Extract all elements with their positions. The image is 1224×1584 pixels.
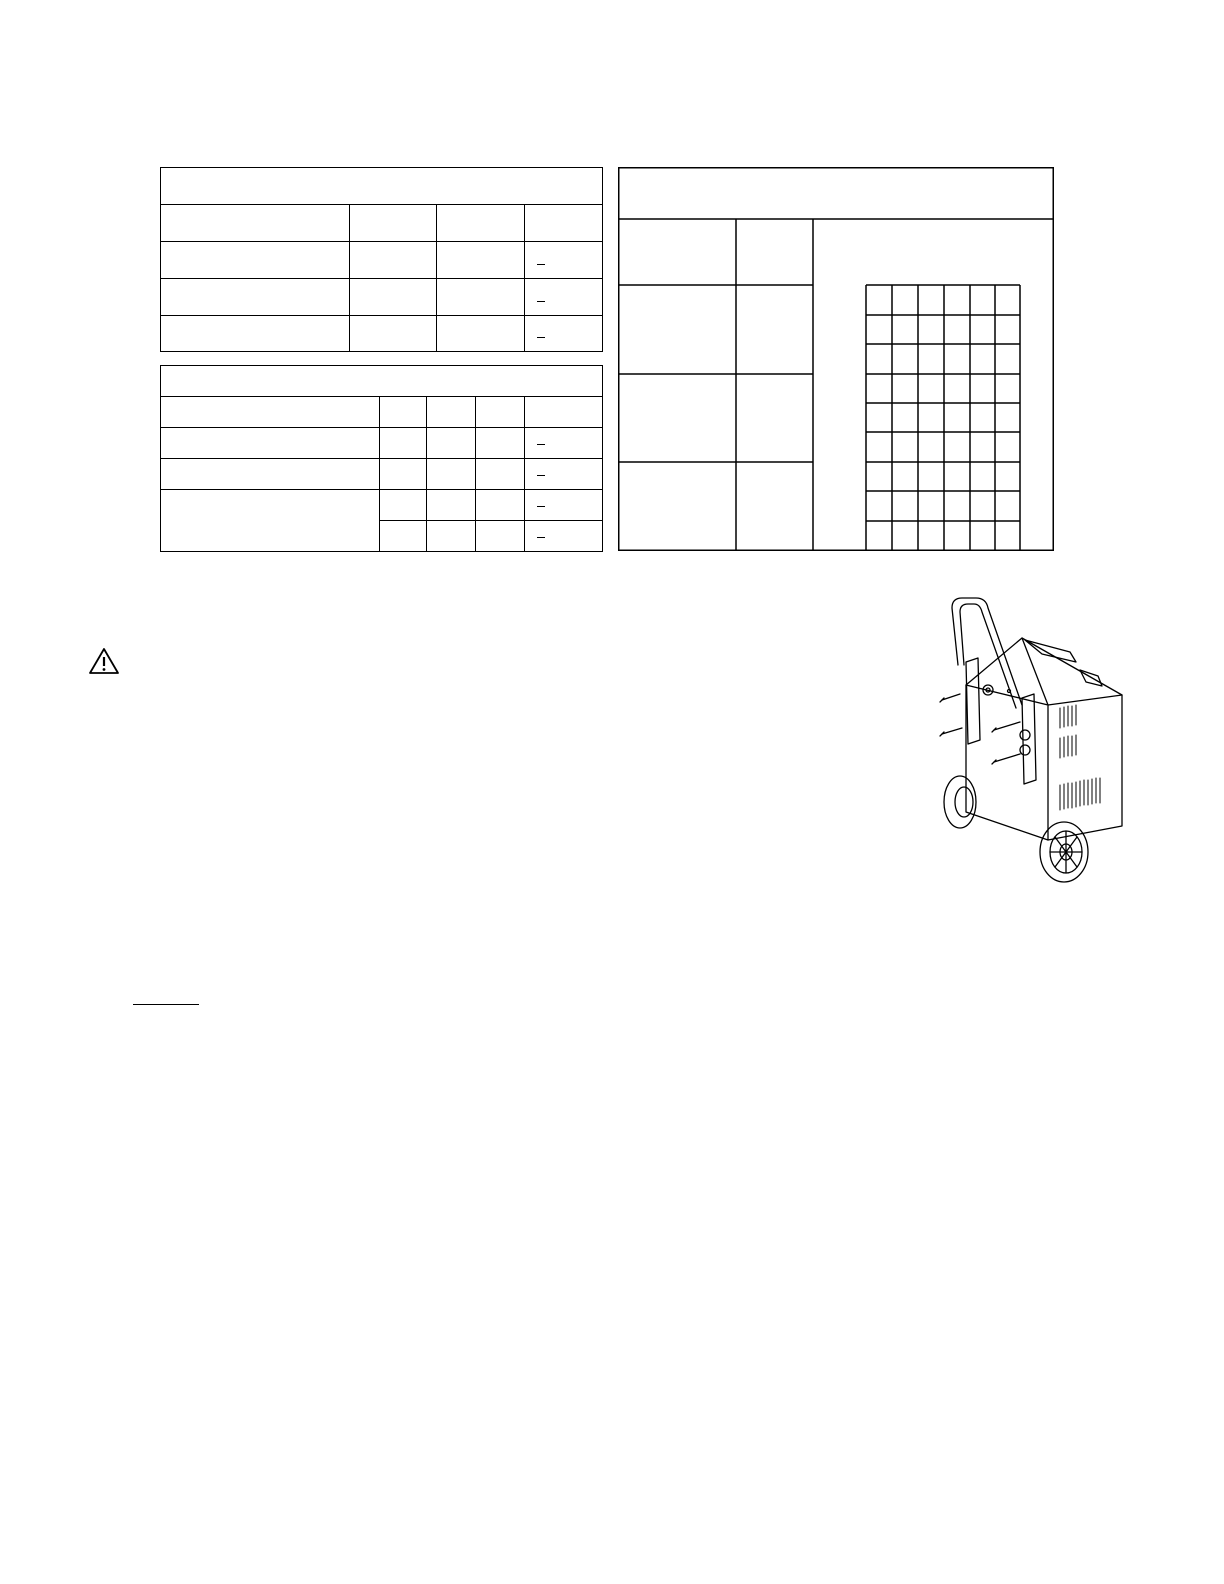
table-row <box>161 205 603 242</box>
table-cell <box>350 242 437 279</box>
table-cell <box>476 490 525 521</box>
specification-table-1 <box>160 167 603 352</box>
table-cell <box>380 521 427 552</box>
table-cell-dash <box>525 242 603 279</box>
table-2-header-cell <box>161 397 380 428</box>
table-row <box>161 428 603 459</box>
table-cell-dash <box>525 459 603 490</box>
table-1-header-cell <box>525 205 603 242</box>
table-row <box>161 242 603 279</box>
table-2-header-cell <box>476 397 525 428</box>
table-cell <box>161 242 350 279</box>
table-cell <box>437 316 525 352</box>
table-1-header-cell <box>350 205 437 242</box>
dash-mark <box>537 537 545 538</box>
table-row <box>161 316 603 352</box>
table-2-header-cell <box>427 397 476 428</box>
table-row <box>161 397 603 428</box>
table-row <box>161 279 603 316</box>
dash-mark <box>537 264 545 265</box>
table-cell <box>161 316 350 352</box>
warning-triangle-icon <box>88 647 120 675</box>
specification-table-3 <box>618 167 1054 551</box>
table-cell <box>350 279 437 316</box>
table-cell-dash <box>525 521 603 552</box>
table-cell <box>476 521 525 552</box>
table-1-header-cell <box>161 205 350 242</box>
table-cell <box>476 428 525 459</box>
table-cell <box>161 279 350 316</box>
table-cell <box>427 428 476 459</box>
dash-mark <box>537 444 545 445</box>
table-cell <box>350 316 437 352</box>
specification-table-2 <box>160 365 603 552</box>
inner-grid <box>866 285 1020 551</box>
table-3-grid-lines <box>618 167 1054 551</box>
table-cell-dash <box>525 316 603 352</box>
table-row <box>161 490 603 521</box>
table-1-header-cell <box>437 205 525 242</box>
dash-mark <box>537 506 545 507</box>
table-2-header-cell <box>380 397 427 428</box>
cart-unit-illustration <box>930 590 1135 890</box>
table-cell <box>161 428 380 459</box>
table-row <box>161 459 603 490</box>
underline-rule <box>133 1004 199 1005</box>
table-cell-dash <box>525 428 603 459</box>
dash-mark <box>537 475 545 476</box>
table-cell-dash <box>525 490 603 521</box>
table-cell <box>437 242 525 279</box>
table-cell <box>427 521 476 552</box>
table-1-title-cell <box>161 168 603 205</box>
dash-mark <box>537 301 545 302</box>
table-2-title-cell <box>161 366 603 397</box>
table-cell <box>476 459 525 490</box>
table-cell <box>380 490 427 521</box>
table-cell-dash <box>525 279 603 316</box>
table-cell <box>161 490 380 552</box>
table-cell <box>380 459 427 490</box>
table-cell <box>161 459 380 490</box>
dash-mark <box>537 337 545 338</box>
table-cell <box>380 428 427 459</box>
table-2-header-cell <box>525 397 603 428</box>
table-cell <box>427 490 476 521</box>
table-cell <box>427 459 476 490</box>
table-cell <box>437 279 525 316</box>
